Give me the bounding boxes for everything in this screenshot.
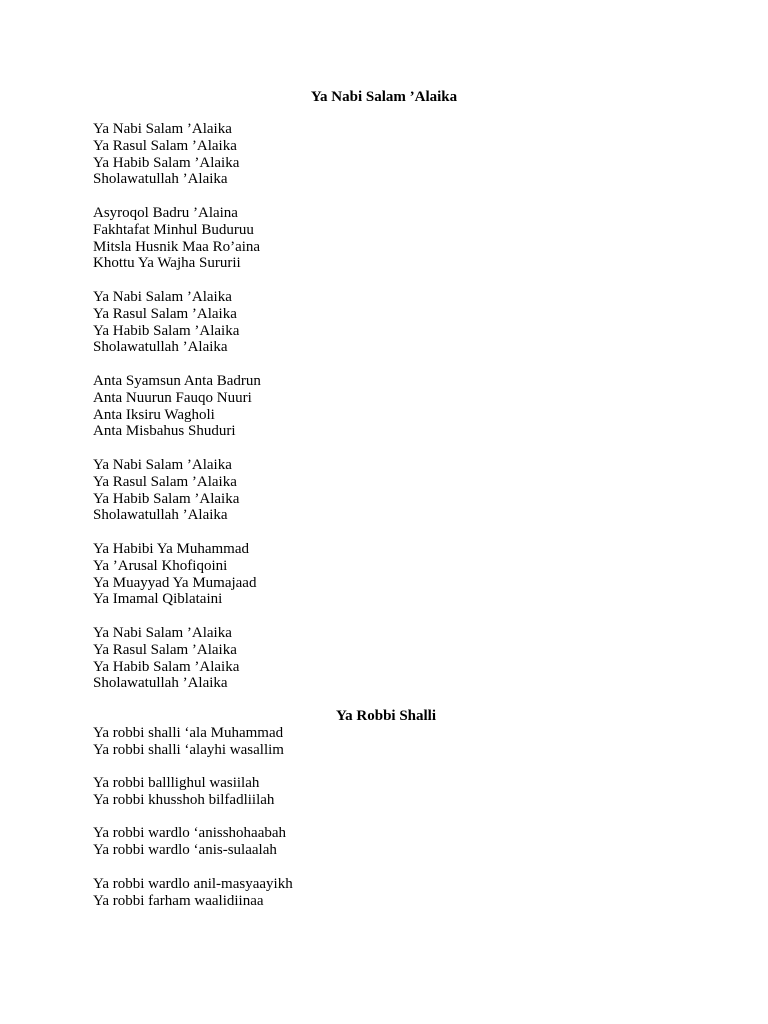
lyric-line: Ya Imamal Qiblataini <box>93 591 223 608</box>
lyric-line: Fakhtafat Minhul Buduruu <box>93 221 254 238</box>
stanza <box>93 289 713 356</box>
lyric-line: Ya Nabi Salam ’Alaika <box>93 121 232 137</box>
stanza <box>93 625 713 692</box>
lyric-line: Sholawatullah ’Alaika <box>93 171 228 188</box>
lyric-line: Anta Nuurun Fauqo Nuuri <box>93 389 252 406</box>
lyric-line: Anta Misbahus Shuduri <box>93 423 236 440</box>
lyric-line: Ya robbi shalli ‘ala Muhammad <box>93 725 284 741</box>
lyric-line: Ya Habib Salam ’Alaika <box>93 322 240 339</box>
lyric-line: Ya Habibi Ya Muhammad <box>93 541 249 557</box>
lyric-line: Asyroqol Badru ’Alaina <box>93 205 238 221</box>
stanza <box>93 775 713 809</box>
lyric-line: Mitsla Husnik Maa Ro’aina <box>93 238 261 255</box>
stanza <box>93 457 713 524</box>
lyric-line: Ya robbi wardlo ‘anisshohaabah <box>93 825 287 841</box>
lyric-line: Ya Nabi Salam ’Alaika <box>93 457 232 473</box>
lyric-line: Ya ’Arusal Khofiqoini <box>93 557 228 574</box>
lyric-line: Anta Syamsun Anta Badrun <box>93 373 261 389</box>
lyric-line: Ya Rasul Salam ’Alaika <box>93 305 237 322</box>
stanza <box>93 373 713 440</box>
lyric-line: Ya Rasul Salam ’Alaika <box>93 473 237 490</box>
lyric-line: Ya Nabi Salam ’Alaika <box>93 625 232 641</box>
lyric-line: Ya Rasul Salam ’Alaika <box>93 137 237 154</box>
lyric-line: Khottu Ya Wajha Sururii <box>93 255 241 272</box>
song-title-ya-nabi: Ya Nabi Salam ’Alaika <box>310 89 458 105</box>
lyric-line: Sholawatullah ’Alaika <box>93 339 228 356</box>
lyric-line: Ya robbi khusshoh bilfadliilah <box>93 791 275 808</box>
lyric-line: Ya Nabi Salam ’Alaika <box>93 289 232 305</box>
stanza <box>93 205 713 272</box>
stanza <box>93 121 713 188</box>
lyric-line: Ya Habib Salam ’Alaika <box>93 154 240 171</box>
lyric-line: Sholawatullah ’Alaika <box>93 675 228 692</box>
stanza <box>93 876 713 910</box>
song-title-ya-robbi-shalli: Ya Robbi Shalli <box>335 708 437 724</box>
lyric-line: Sholawatullah ’Alaika <box>93 507 228 524</box>
stanza <box>93 541 713 608</box>
lyric-line: Ya Muayyad Ya Mumajaad <box>93 574 257 591</box>
lyric-line: Ya Rasul Salam ’Alaika <box>93 641 237 658</box>
lyric-line: Ya robbi farham waalidiinaa <box>93 892 264 909</box>
lyric-line: Ya robbi wardlo anil-masyaayikh <box>93 876 293 892</box>
stanza <box>93 825 713 859</box>
lyric-line: Ya robbi balllighul wasiilah <box>93 775 260 791</box>
lyric-line: Ya Habib Salam ’Alaika <box>93 490 240 507</box>
lyric-line: Ya Habib Salam ’Alaika <box>93 658 240 675</box>
stanza <box>93 725 713 759</box>
lyric-line: Ya robbi wardlo ‘anis-sulaalah <box>93 841 277 858</box>
lyric-line: Anta Iksiru Wagholi <box>93 406 215 423</box>
lyric-line: Ya robbi shalli ‘alayhi wasallim <box>93 741 284 758</box>
